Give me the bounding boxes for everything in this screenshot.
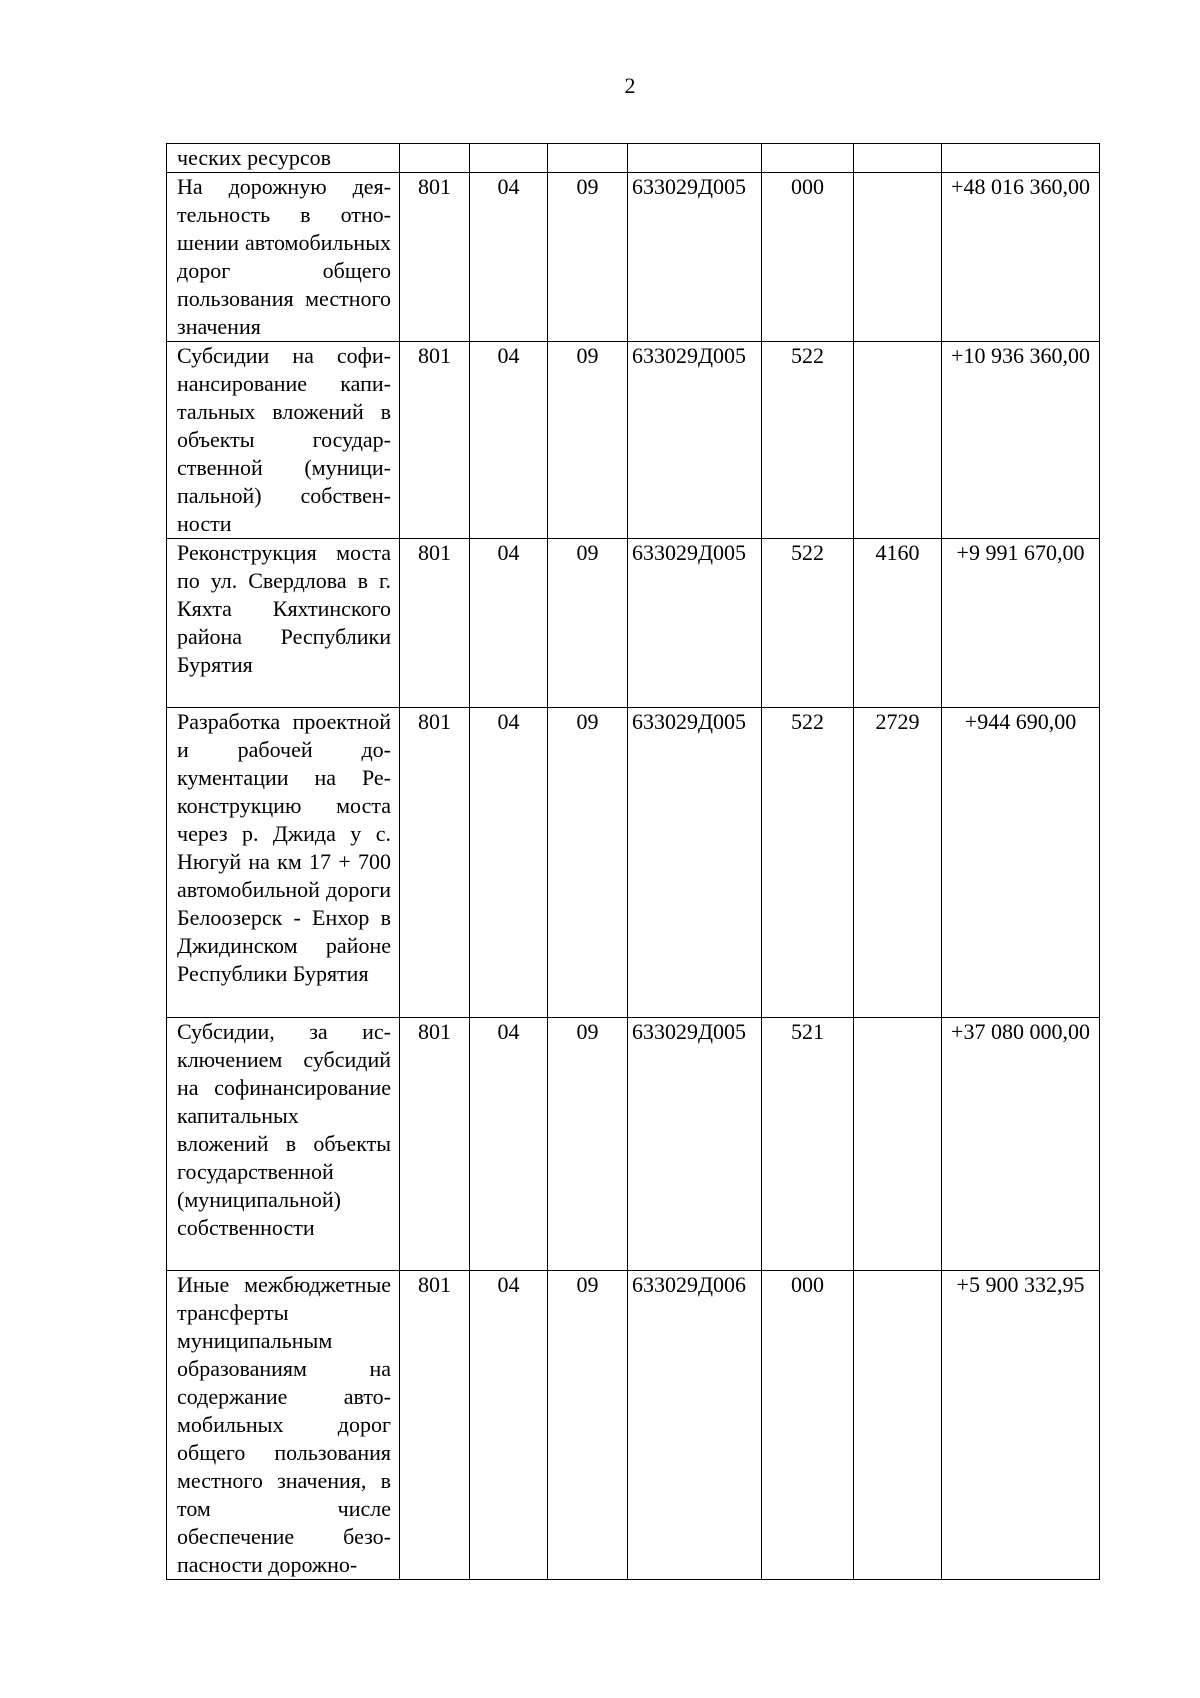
cell-target-article: 633029Д005: [628, 708, 762, 1018]
cell-additional-code: 2729: [854, 708, 942, 1018]
cell-expense-type: 000: [762, 1271, 854, 1580]
cell-subsection: [548, 144, 628, 173]
cell-subsection: 09: [548, 708, 628, 1018]
cell-amount: +37 080 000,00: [942, 1018, 1100, 1271]
cell-section: 04: [470, 173, 548, 342]
cell-name: Иные межбюджетные трансферты муниципальным образованиям на содержание автомобильных дорог общего пользования местного значения, в том числе обеспечение безопасности дорожно-: [167, 1271, 400, 1580]
cell-grbs: 801: [400, 708, 470, 1018]
cell-expense-type: 521: [762, 1018, 854, 1271]
cell-section: 04: [470, 539, 548, 708]
cell-amount: +9 991 670,00: [942, 539, 1100, 708]
cell-name: Субсидии, за исключением субсидий на софинансирование капитальных вложений в объекты государственной (муниципальной) собственности: [167, 1018, 400, 1271]
cell-additional-code: [854, 342, 942, 539]
cell-expense-type: 522: [762, 708, 854, 1018]
cell-section: 04: [470, 708, 548, 1018]
cell-amount: [942, 144, 1100, 173]
cell-grbs: 801: [400, 539, 470, 708]
cell-target-article: 633029Д005: [628, 1018, 762, 1271]
table-row: [167, 1018, 1100, 1271]
budget-table: [166, 143, 1100, 1580]
cell-grbs: [400, 144, 470, 173]
cell-expense-type: 522: [762, 539, 854, 708]
cell-expense-type: 522: [762, 342, 854, 539]
cell-target-article: 633029Д005: [628, 173, 762, 342]
cell-name: Реконструкция моста по ул. Свердлова в г. Кяхта Кяхтинского района Республики Бурятия: [167, 539, 400, 708]
page-number: 2: [624, 73, 636, 98]
table-row: [167, 539, 1100, 708]
cell-target-article: 633029Д006: [628, 1271, 762, 1580]
cell-name: ческих ресурсов: [167, 144, 400, 173]
table-row: [167, 1271, 1100, 1580]
cell-grbs: 801: [400, 342, 470, 539]
cell-expense-type: 000: [762, 173, 854, 342]
cell-grbs: 801: [400, 1271, 470, 1580]
cell-additional-code: [854, 1018, 942, 1271]
cell-amount: +48 016 360,00: [942, 173, 1100, 342]
cell-amount: +5 900 332,95: [942, 1271, 1100, 1580]
cell-subsection: 09: [548, 539, 628, 708]
cell-amount: +944 690,00: [942, 708, 1100, 1018]
cell-name: Разработка проектной и рабочей документации на Реконструкцию моста через р. Джида у с. Нюгуй на км 17 + 700 автомобильной дороги Белоозерск - Енхор в Джидинском районе Республики Бурятия: [167, 708, 400, 1018]
cell-subsection: 09: [548, 1018, 628, 1271]
cell-expense-type: [762, 144, 854, 173]
cell-subsection: 09: [548, 342, 628, 539]
cell-section: 04: [470, 342, 548, 539]
table-row: [167, 144, 1100, 173]
table-row: [167, 708, 1100, 1018]
cell-section: 04: [470, 1271, 548, 1580]
cell-name: Субсидии на софинансирование капитальных вложений в объекты государственной (муниципальной) собственности: [167, 342, 400, 539]
cell-additional-code: 4160: [854, 539, 942, 708]
cell-grbs: 801: [400, 173, 470, 342]
cell-subsection: 09: [548, 173, 628, 342]
cell-section: 04: [470, 1018, 548, 1271]
cell-amount: +10 936 360,00: [942, 342, 1100, 539]
cell-target-article: 633029Д005: [628, 539, 762, 708]
table-row: [167, 342, 1100, 539]
cell-target-article: 633029Д005: [628, 342, 762, 539]
cell-additional-code: [854, 173, 942, 342]
cell-name: На дорожную деятельность в отношении автомобильных дорог общего пользования местного значения: [167, 173, 400, 342]
cell-section: [470, 144, 548, 173]
cell-additional-code: [854, 144, 942, 173]
cell-target-article: [628, 144, 762, 173]
table-row: [167, 173, 1100, 342]
cell-grbs: 801: [400, 1018, 470, 1271]
cell-subsection: 09: [548, 1271, 628, 1580]
cell-additional-code: [854, 1271, 942, 1580]
